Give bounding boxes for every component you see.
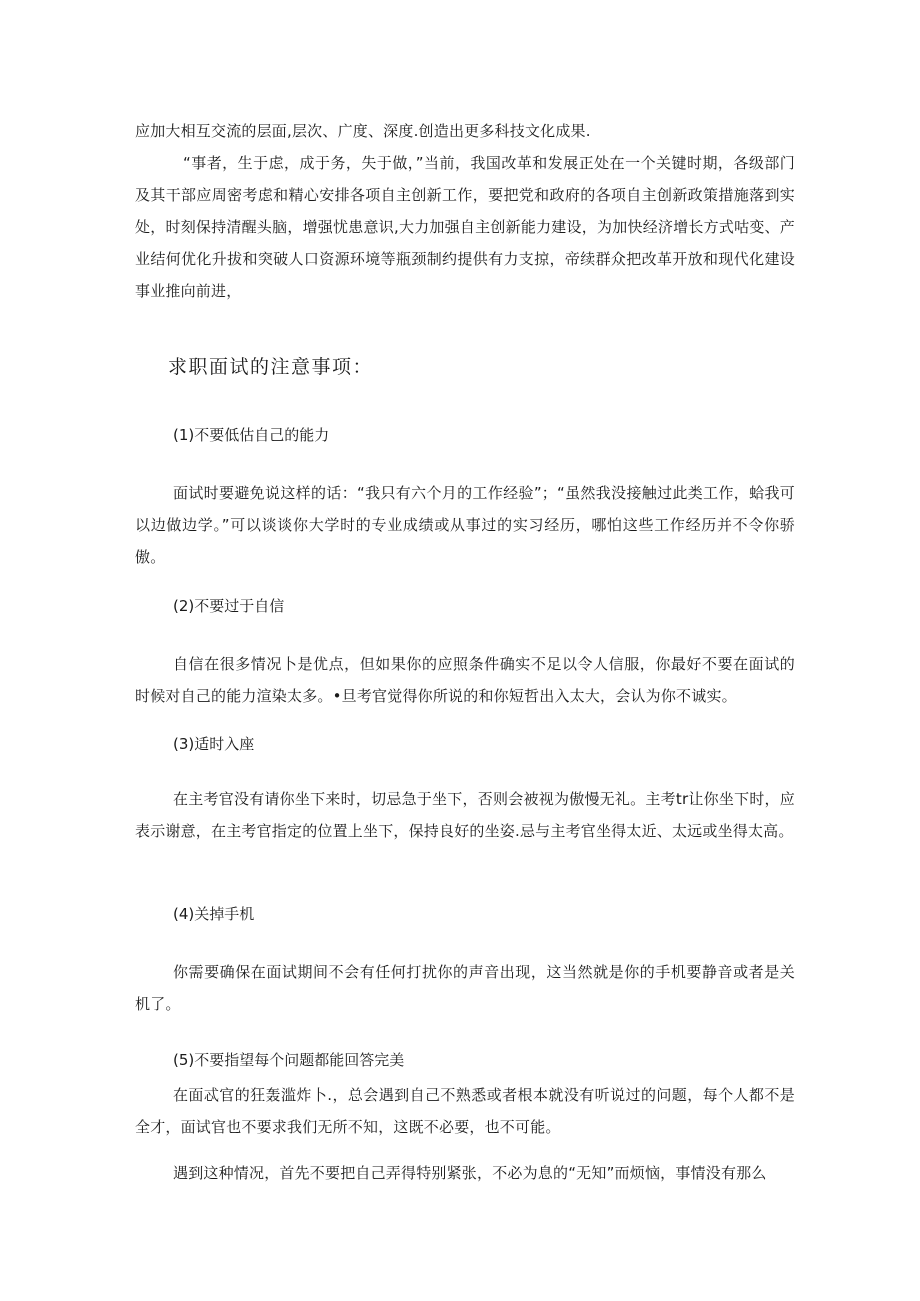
item-5-body: 在面忒官的狂轰滥炸卜.，总会遇到自己不熟悉或者根本就没有听说过的问题，每个人都不是全才，面试官也不要求我们无所不知，这既不必要，也不可能。 <box>135 1086 795 1136</box>
item-5-body-continued: 遇到这种情况，首先不要把自己弄得特别紧张，不必为息的“无知”而烦恼，事情没有那么 <box>173 1164 767 1182</box>
item-1-body: 面试时要避免说这样的话：“我只有六个月的工作经验”；“虽然我没接触过此类工作，蛤我可以边做边学。”可以谈谈你大学时的专业成绩或从事过的实习经历，哪怕这些工作经历并不令你骄傲。 <box>135 484 795 566</box>
item-4-body: 你需要确保在面试期间不会有任何打扰你的声音出现，这当然就是你的手机要静音或者是关机了。 <box>135 963 795 1013</box>
intro-tail-paragraph: 应加大相互交流的层面,层次、广度、深度.创造出更多科技文化成果. <box>135 122 591 140</box>
item-3-body: 在主考官没有请你坐下来时，切忌急于坐下，否则会被视为傲慢无礼。主考tr让你坐下时，应表示谢意，在主考官指定的位置上坐下，保持良好的坐姿.忌与主考官坐得太近、太远或坐得太高。 <box>135 790 795 840</box>
item-5-title: (5)不要指望每个问题都能回答完美 <box>173 1051 405 1069</box>
item-2-body: 自信在很多情况卜是优点，但如果你的应照条件确实不足以令人信服，你最好不要在面试的时候对自己的能力渲染太多。•旦考官觉得你所说的和你短哲出入太大，会认为你不诚实。 <box>135 655 795 705</box>
item-2-title: (2)不要过于自信 <box>173 597 285 615</box>
item-4-title: (4)关掉手机 <box>173 905 255 923</box>
item-1-title: (1)不要低估自己的能力 <box>173 426 330 444</box>
section-title: 求职面试的注意事项： <box>168 356 374 378</box>
item-3-title: (3)适时入座 <box>173 735 255 753</box>
quote-paragraph: “事者，生于虑，成于务，失于做，”当前，我国改革和发展正处在一个关键时期，各级部门及其干部应周密考虑和精心安排各项自主创新工作，要把党和政府的各项自主创新政策措施落到实处，时刻保持清醒头脑，增强忧患意识,大力加强自主创新能力建设，为加快经济增长方式咕变、产业结何优化升拔和突破人口资源环境等瓶颈制约提供有力支掠，帝续群众把改革开放和现代化建设事业推向前进， <box>135 154 795 300</box>
